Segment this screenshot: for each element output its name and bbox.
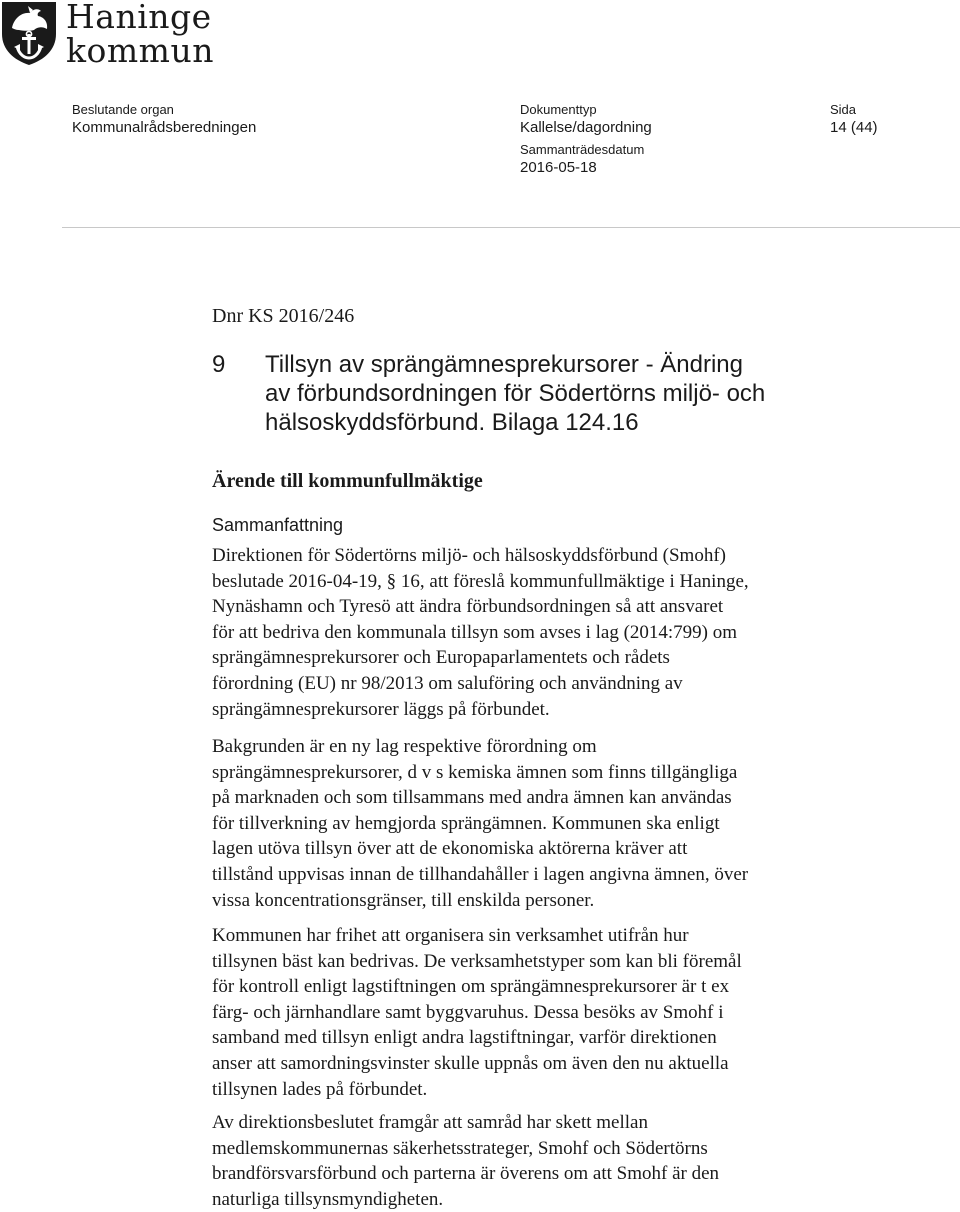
paragraph-line: Direktionen för Södertörns miljö- och hälsoskyddsförbund (Smohf) [212,545,726,566]
paragraph-line: för att bedriva den kommunala tillsyn som avses i lag (2014:799) om [212,621,738,643]
paragraph-line: beslutade 2016-04-19, § 16, att föreslå kommunfullmäktige i Haninge, [212,570,749,592]
paragraph-line: naturliga tillsynsmyndigheten. [212,1188,444,1210]
body-paragraph [212,923,832,1102]
paragraph-line: tillsynen lades på förbundet. [212,1078,428,1100]
paragraph-line: samband med tillsyn enligt andra lagstiftningar, varför direktionen [212,1027,717,1049]
municipality-logo-text [66,0,214,68]
page-number-value: 14 (44) [830,119,878,136]
paragraph-line: lagen utöva tillsyn över att de ekonomiska aktörerna kräver att [212,838,688,860]
page-number-field [830,102,878,137]
paragraph-line: Kommunen har frihet att organisera sin verksamhet utifrån hur [212,925,689,946]
page-number-label: Sida [830,102,857,117]
paragraph-line: Nynäshamn och Tyresö att ändra förbundsordningen så att ansvaret [212,596,724,618]
meeting-date-value: 2016-05-18 [520,159,597,176]
logo-line-1: Haninge [66,0,212,36]
decision-body-label: Beslutande organ [72,102,174,117]
case-reference-number: Dnr KS 2016/246 [212,305,355,327]
body-paragraph [212,734,832,913]
paragraph-line: medlemskommunernas säkerhetsstrateger, Smohf och Södertörns [212,1137,708,1159]
decision-body-field [72,102,256,137]
paragraph-line: färg- och järnhandlare samt byggvaruhus. Dessa besöks av Smohf i [212,1001,724,1023]
paragraph-line: på marknaden och som tillsammans med andra ämnen kan användas [212,787,732,809]
paragraph-line: för kontroll enligt lagstiftningen om sprängämnesprekursorer är t ex [212,976,730,998]
meeting-date-field [520,142,644,177]
summary-heading: Sammanfattning [212,515,344,535]
paragraph-line: sprängämnesprekursorer läggs på förbundet. [212,698,550,720]
document-type-value: Kallelse/dagordning [520,119,652,136]
paragraph-line: sprängämnesprekursorer, d v s kemiska ämnen som finns tillgängliga [212,761,738,783]
document-type-field [520,102,652,137]
paragraph-line: förordning (EU) nr 98/2013 om saluföring och användning av [212,672,683,694]
paragraph-line: för tillverkning av hemgjorda sprängämnen. Kommunen ska enligt [212,812,720,834]
document-type-label: Dokumenttyp [520,102,597,117]
body-paragraph [212,543,832,722]
section-heading: Ärende till kommunfullmäktige [212,470,483,492]
paragraph-line: Bakgrunden är en ny lag respektive förordning om [212,736,597,757]
logo-line-2: kommun [66,31,214,70]
paragraph-line: anser att samordningsvinster skulle uppnås om även den nu aktuella [212,1052,729,1074]
title-line: Tillsyn av sprängämnesprekursorer - Ändring [265,351,743,378]
agenda-item-number: 9 [212,351,226,378]
paragraph-line: vissa koncentrationsgränser, till enskilda personer. [212,889,595,911]
body-paragraph [212,1110,832,1212]
paragraph-line: tillsynen bäst kan bedrivas. De verksamhetstyper som kan bli föremål [212,950,742,972]
title-line: av förbundsordningen för Södertörns miljö- och [265,380,766,407]
header-divider [62,227,960,228]
paragraph-line: tillstånd uppvisas innan de tillhandahåller i lagen angivna ämnen, över [212,863,749,885]
paragraph-line: brandförsvarsförbund och parterna är överens om att Smohf är den [212,1163,720,1185]
agenda-item-title [265,350,905,437]
decision-body-value: Kommunalrådsberedningen [72,119,257,136]
paragraph-line: sprängämnesprekursorer och Europaparlamentets och rådets [212,647,670,669]
paragraph-line: Av direktionsbeslutet framgår att samråd har skett mellan [212,1112,648,1133]
title-line: hälsoskyddsförbund. Bilaga 124.16 [265,409,639,436]
haninge-coat-of-arms-icon [0,0,58,66]
meeting-date-label: Sammanträdesdatum [520,142,645,157]
